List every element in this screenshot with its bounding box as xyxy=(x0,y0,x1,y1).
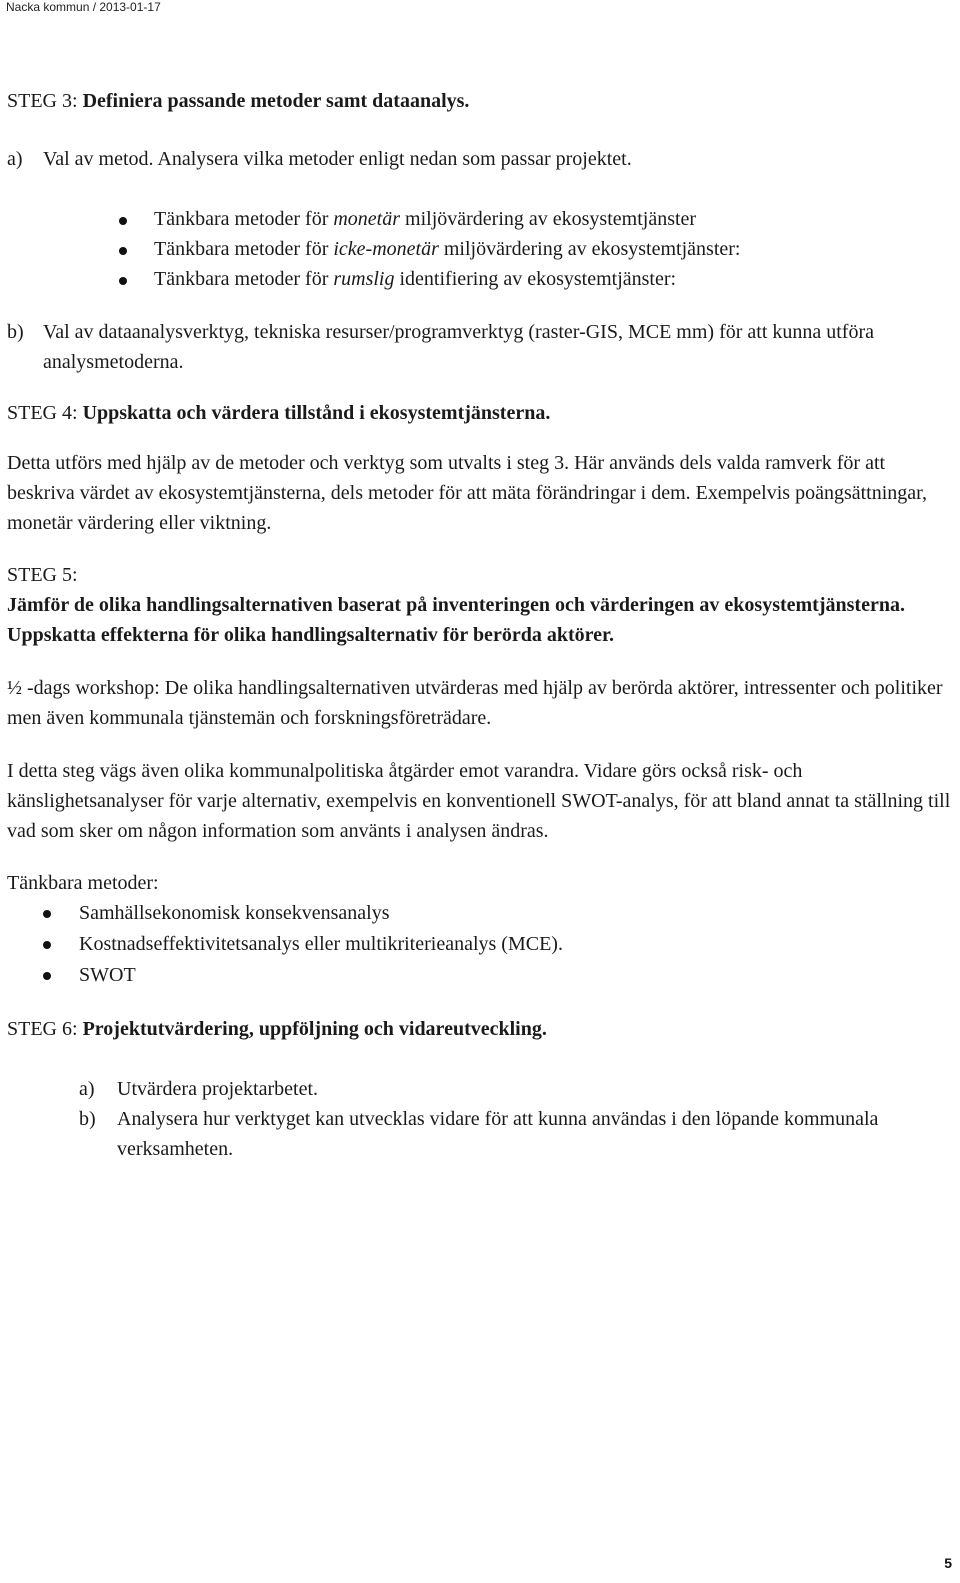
list-item: Kostnadseffektivitetsanalys eller multikriterieanalys (MCE). xyxy=(7,929,955,960)
step4-heading xyxy=(7,398,955,428)
step3-item-a xyxy=(7,144,955,174)
list-item: a) Utvärdera projektarbetet. xyxy=(79,1078,319,1100)
list-item: SWOT xyxy=(7,960,955,991)
step3-item-b-label: b) xyxy=(7,321,24,343)
step3-item-b-text: Val av dataanalysverktyg, tekniska resurser/programverktyg (raster-GIS, MCE mm) för att kunna utföra analysmetoderna. xyxy=(43,321,875,373)
step5-title: Jämför de olika handlingsalternativen baserat på inventeringen och värderingen av ekosystemtjänsterna. Uppskatta effekterna för olika handlingsalternativ för berörda aktörer. xyxy=(7,594,905,646)
list-item: Tänkbara metoder för icke-monetär miljövärdering av ekosystemtjänster: xyxy=(7,234,955,264)
step6-list xyxy=(7,1074,955,1164)
step5-methods-title: Tänkbara metoder: xyxy=(7,872,159,894)
step3-item-a-label: a) xyxy=(7,148,23,170)
document-header: Nacka kommun / 2013-01-17 xyxy=(6,0,161,14)
step6-heading xyxy=(7,1014,955,1044)
page-number: 5 xyxy=(944,1555,952,1571)
step5-workshop-paragraph: ½ -dags workshop: De olika handlingsalternativen utvärderas med hjälp av berörda aktörer, intressenter och politiker men även kommunala tjänstemän och forskningsföreträdare. xyxy=(7,677,943,729)
step6-prefix: STEG 6: xyxy=(7,1018,83,1040)
step3-prefix: STEG 3: xyxy=(7,90,83,112)
step4-title: Uppskatta och värdera tillstånd i ekosystemtjänsterna. xyxy=(82,402,551,424)
step4-prefix: STEG 4: xyxy=(7,402,83,424)
step6-title: Projektutvärdering, uppföljning och vidareutveckling. xyxy=(82,1018,547,1040)
step5-paragraph: I detta steg vägs även olika kommunalpolitiska åtgärder emot varandra. Vidare görs också risk- och känslighetsanalyser för varje alternativ, exempelvis en konventionell SWOT-analys, för att bland annat ta ställning till vad som sker om någon information som använts i analysen ändras. xyxy=(7,760,951,842)
step3-heading xyxy=(7,86,955,116)
list-item: Tänkbara metoder för rumslig identifiering av ekosystemtjänster: xyxy=(7,264,955,294)
step3-item-a-text: Val av metod. Analysera vilka metoder enligt nedan som passar projektet. xyxy=(43,148,632,170)
step3-item-b xyxy=(7,317,955,377)
document-body xyxy=(7,86,955,1164)
list-item: Tänkbara metoder för monetär miljövärdering av ekosystemtjänster xyxy=(7,204,955,234)
list-item: b) Analysera hur verktyget kan utvecklas vidare för att kunna användas i den löpande kommunala verksamheten. xyxy=(79,1108,879,1160)
step5-heading: STEG 5: xyxy=(7,564,78,586)
list-item: Samhällsekonomisk konsekvensanalys xyxy=(7,898,955,929)
step3-method-list xyxy=(7,204,955,294)
step4-paragraph: Detta utförs med hjälp av de metoder och verktyg som utvalts i steg 3. Här används dels valda ramverk för att beskriva värdet av ekosystemtjänsterna, dels metoder för att mäta förändringar i dem. Exempelvis poängsättningar, monetär värdering eller viktning. xyxy=(7,452,928,534)
step3-title: Definiera passande metoder samt dataanalys. xyxy=(82,90,470,112)
step5-method-list xyxy=(7,898,955,991)
